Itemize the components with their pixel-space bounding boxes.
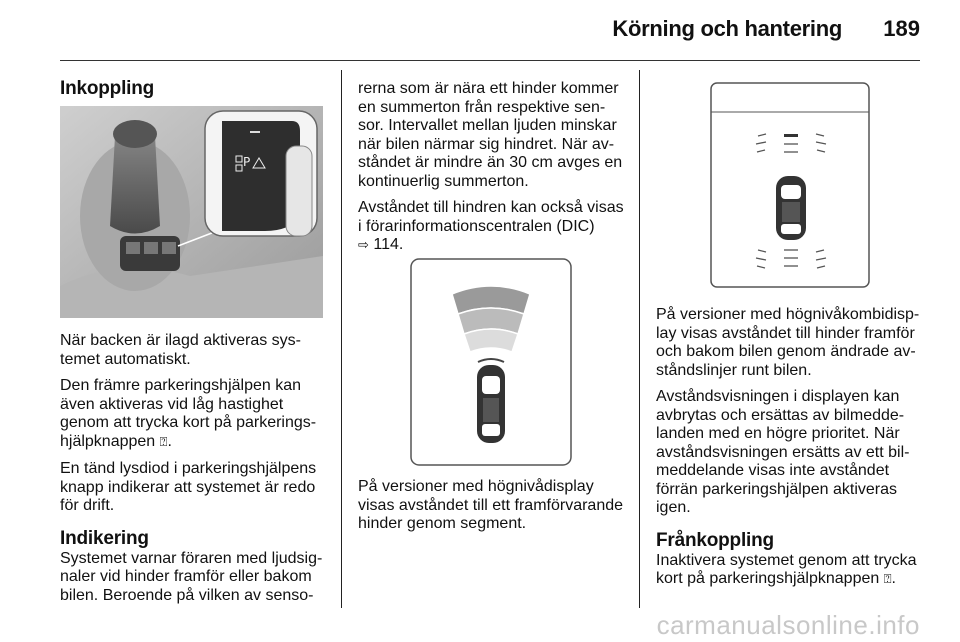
page-header xyxy=(0,0,960,62)
page-number: 189 xyxy=(883,16,920,41)
combi-display-figure xyxy=(710,82,870,288)
paragraph: Systemet varnar föraren med ljudsig-naler vid hinder framför eller bakom bilen. Beroende på vilken av senso- xyxy=(60,549,323,604)
page-reference: 114. xyxy=(373,236,404,253)
period: . xyxy=(891,570,896,587)
page-reference-icon: ⇨ xyxy=(358,238,369,253)
watermark: carmanualsonline.info xyxy=(656,610,920,640)
paragraph-text: Avståndet till hindren kan också visas i förarinformationscentralen (DIC) xyxy=(358,199,624,235)
column-divider-1 xyxy=(341,70,342,608)
column-2 xyxy=(358,80,628,264)
paragraph-text: Den främre parkeringshjälpen kan även aktiveras vid låg hastighet genom att trycka kort på parkerings-hjälpknappen xyxy=(60,377,317,450)
parking-assist-icon: ⍰ xyxy=(159,434,168,450)
paragraph: En tänd lysdiod i parkeringshjälpens knapp indikerar att systemet är redo för drift. xyxy=(60,460,317,514)
paragraph xyxy=(358,199,628,256)
column-1-body xyxy=(60,332,335,613)
header-rule xyxy=(60,60,920,61)
paragraph: När backen är ilagd aktiveras sys-temet automatiskt. xyxy=(60,332,301,368)
paragraph xyxy=(60,377,335,452)
column-divider-2 xyxy=(639,70,640,608)
section-heading-inkoppling: Inkoppling xyxy=(60,78,155,99)
period: . xyxy=(167,432,172,450)
parking-assist-icon: ⍰ xyxy=(883,572,892,587)
svg-text:P: P xyxy=(243,155,251,169)
paragraph xyxy=(656,552,926,590)
paragraph: På versioner med högnivådisplay visas avståndet till ett framförvarande hinder genom segment. xyxy=(358,478,624,532)
column-2-body xyxy=(358,478,633,542)
paragraph: På versioner med högnivåkombidisp-lay visas avståndet till hinder framför och bakom bilen genom ändrade av-ståndslinjer runt bilen. xyxy=(656,306,920,379)
page-title: Körning och hantering xyxy=(612,16,842,41)
section-heading-indikering: Indikering xyxy=(60,527,149,549)
high-level-display-figure xyxy=(410,258,572,466)
paragraph-text: Inaktivera systemet genom att trycka kort på parkeringshjälpknappen xyxy=(656,551,917,587)
parking-button-photo xyxy=(60,106,323,318)
section-heading-frankoppling: Frånkoppling xyxy=(656,529,774,551)
paragraph: Avståndsvisningen i displayen kan avbrytas och ersättas av bilmedde-landen med en högre prioritet. När avståndsvisningen ersätts av ett bil-meddelande visas inte avståndet förrän parkeringshjälpen aktiveras igen. xyxy=(656,388,910,516)
column-1 xyxy=(60,78,330,100)
paragraph: rerna som är nära ett hinder kommer en summerton från respektive sen-sor. Intervallet mellan ljuden minskar när bilen närmar sig hindret. När av-ståndet är mindre än 30 cm avges en kontinuerlig summerton. xyxy=(358,80,623,190)
column-3-body xyxy=(656,306,926,598)
